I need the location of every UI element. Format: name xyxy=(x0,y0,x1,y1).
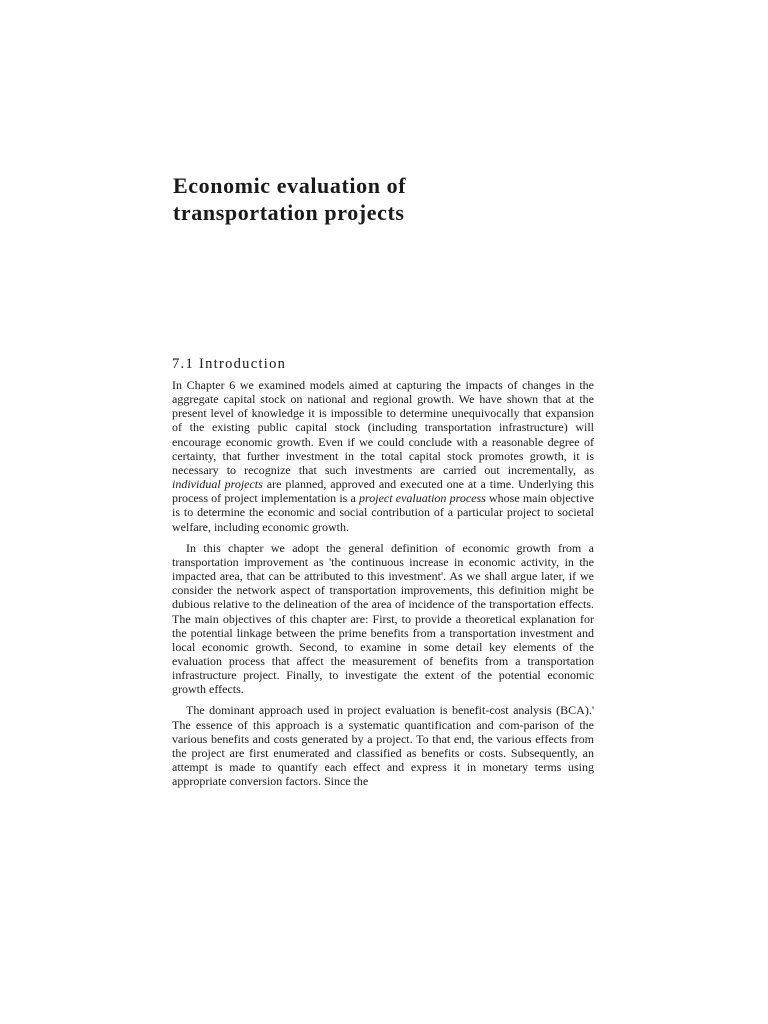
paragraph-1 xyxy=(172,378,594,534)
paragraph-1-italic-a: individual projects xyxy=(172,477,263,492)
chapter-title xyxy=(173,172,593,226)
chapter-title-line-2: transportation projects xyxy=(173,200,405,225)
paragraph-1-text-a: In Chapter 6 we examined models aimed at capturing the impacts of changes in the aggregate capital stock on national and regional growth. We have shown that at the present level of knowledge it is impossible to determine unequivocally that expansion of the existing public capital stock (including transportation infrastructure) will encourage economic growth. Even if we could conclude with a reasonable degree of certainty, that further investment in the total capital stock promotes growth, it is necessary to recognize that such investments are carried out incrementally, as xyxy=(172,378,594,477)
paragraph-1-italic-b: project evaluation process xyxy=(359,491,486,506)
section-heading: 7.1 Introduction xyxy=(172,356,287,372)
paragraph-1-text-c: whose main objective is to determine the economic and social contribution of a particular project to societal welfare, including economic growth. xyxy=(172,491,594,534)
chapter-title-line-1: Economic evaluation of xyxy=(173,173,407,198)
body-text xyxy=(172,378,594,795)
paragraph-3: The dominant approach used in project evaluation is benefit-cost analysis (BCA).' The essence of this approach is a systematic quantification and com-parison of the various benefits and costs generated by a project. To that end, the various effects from the project are first enumerated and classified as benefits or costs. Subsequently, an attempt is made to quantify each effect and express it in monetary terms using appropriate conversion factors. Since the xyxy=(172,703,594,789)
paragraph-1-text-b: are planned, approved and executed one at a time. Underlying this process of project implementation is a xyxy=(172,477,594,506)
paragraph-2: In this chapter we adopt the general definition of economic growth from a transportation improvement as 'the continuous increase in economic activity, in the impacted area, that can be attributed to this investment'. As we shall argue later, if we consider the network aspect of transportation improvements, this definition might be dubious relative to the delineation of the area of incidence of the transportation effects. The main objectives of this chapter are: First, to provide a theoretical explanation for the potential linkage between the prime benefits from a transportation investment and local economic growth. Second, to examine in some detail key elements of the evaluation process that affect the measurement of benefits from a transportation infrastructure project. Finally, to investigate the extent of the potential economic growth effects. xyxy=(172,540,594,697)
